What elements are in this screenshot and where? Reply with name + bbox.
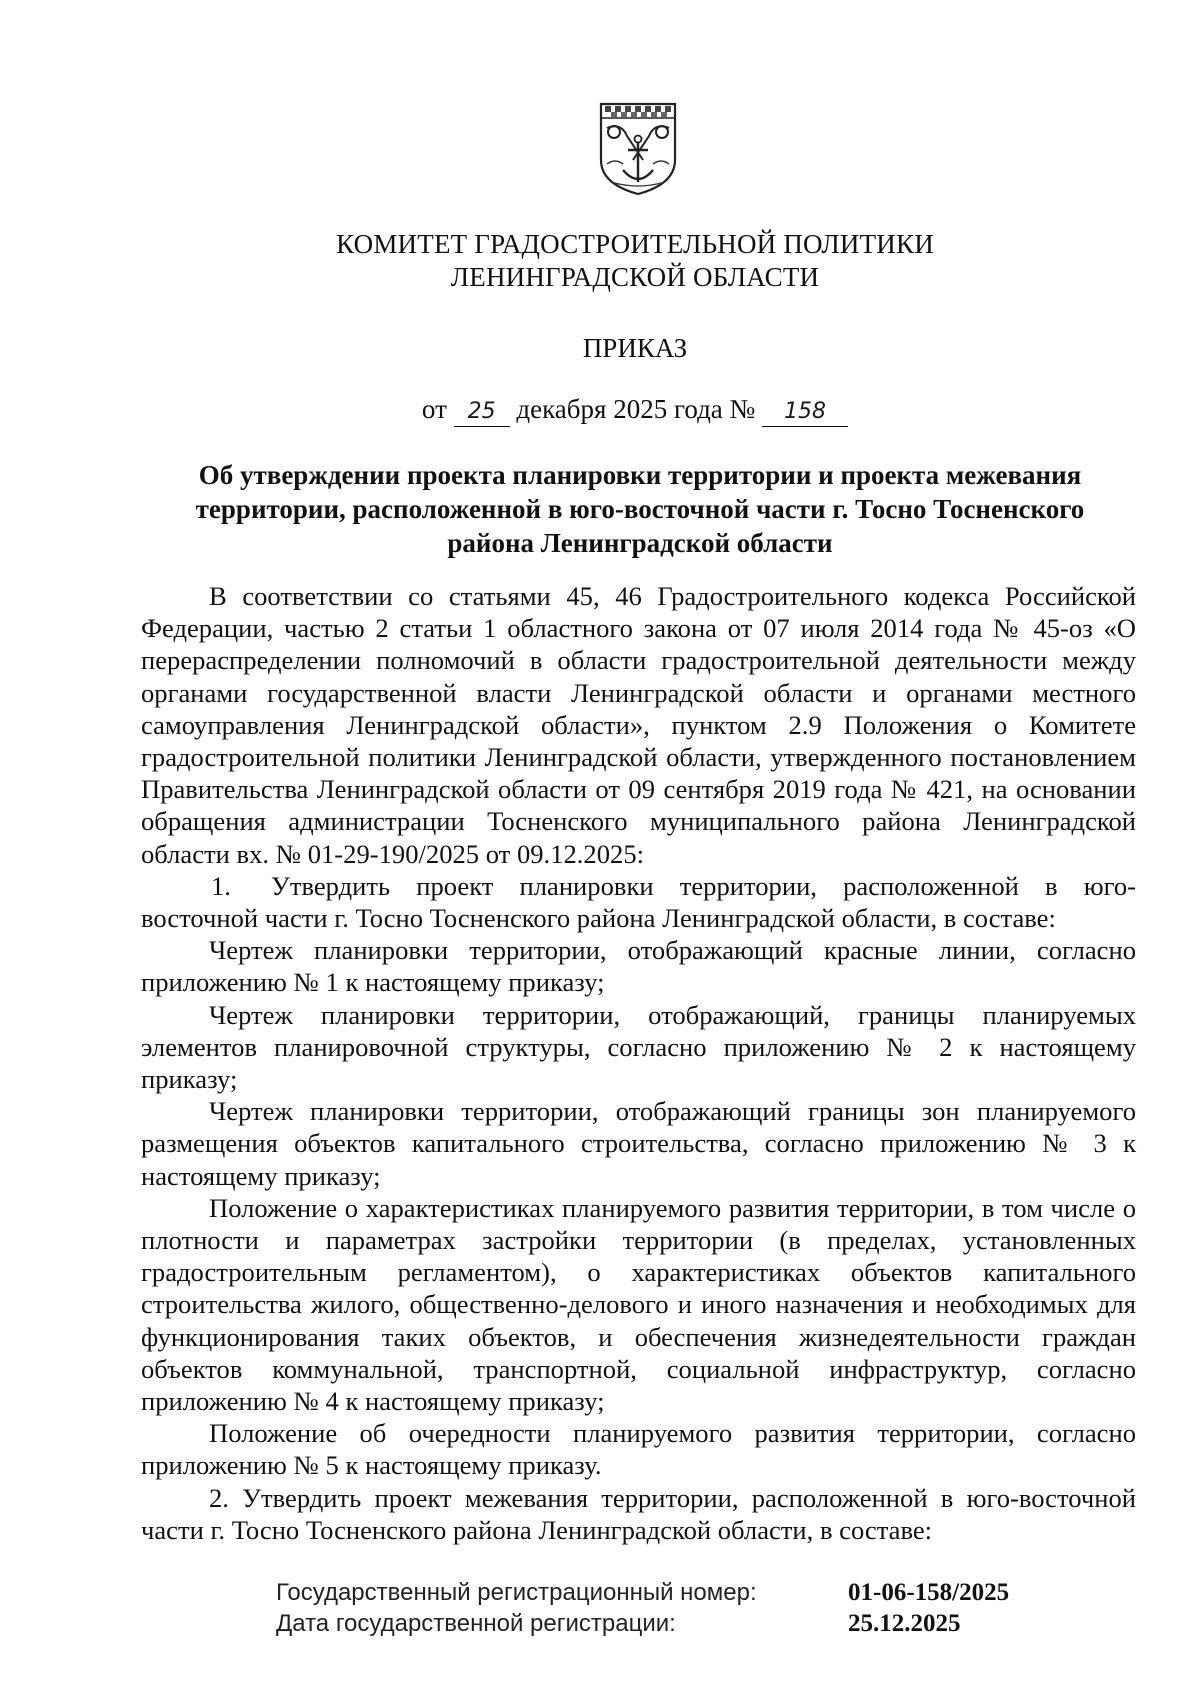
item-2-paragraph: 2. Утвердить проект межевания территории, расположенной в юго-восточной части г. Тосно Тосненского района Ленинградской области, в составе:: [141, 1482, 1136, 1545]
registration-date-label: Дата государственной регистрации:: [276, 1610, 676, 1637]
organization-line-2: ЛЕНИНГРАДСКОЙ ОБЛАСТИ: [450, 262, 820, 292]
date-prefix: от: [421, 394, 447, 424]
item-1-sub-1: Чертеж планировки территории, отображающий красные линии, согласно приложению № 1 к настоящему приказу;: [141, 935, 1136, 998]
document-body: [141, 580, 1136, 1546]
registration-number-value: 01-06-158/2025: [848, 1579, 1010, 1606]
registration-number-label: Государственный регистрационный номер:: [276, 1579, 757, 1606]
organization-line-1: КОМИТЕТ ГРАДОСТРОИТЕЛЬНОЙ ПОЛИТИКИ: [336, 229, 934, 259]
item-1-sub-2: Чертеж планировки территории, отображающий, границы планируемых элементов планировочной структуры, согласно приложению № 2 к настоящему приказу;: [141, 999, 1136, 1095]
document-type: ПРИКАЗ: [582, 333, 688, 363]
preamble-paragraph: В соответствии со статьями 45, 46 Градостроительного кодекса Российской Федерации, частью 2 статьи 1 областного закона от 07 июля 2014 года № 45-оз «О перераспределении полномочий в области градостроительной деятельности между органами государственной власти Ленинградской области и органами местного самоуправления Ленинградской области», пунктом 2.9 Положения о Комитете градостроительной политики Ленинградской области, утвержденного постановлением Правительства Ленинградской области от 09 сентября 2019 года № 421, на основании обращения администрации Тосненского муниципального района Ленинградской области вх. № 01-29-190/2025 от 09.12.2025:: [141, 581, 1136, 869]
item-1-sub-4: Положение о характеристиках планируемого развития территории, в том числе о плотности и параметрах застройки территории (в пределах, установленных градостроительным регламентом), о характеристиках объектов капитального строительства жилого, общественно-делового и иного назначения и необходимых для функционирования таких объектов, и обеспечения жизнедеятельности граждан объектов коммунальной, транспортной, социальной инфраструктур, согласно приложению № 4 к настоящему приказу;: [141, 1192, 1136, 1417]
handwritten-day: 25: [454, 398, 510, 427]
item-1-paragraph: [141, 870, 1136, 934]
handwritten-number: 158: [762, 398, 848, 427]
registration-date-value: 25.12.2025: [848, 1610, 961, 1637]
registration-date-row: [276, 1608, 1009, 1639]
item-1-sub-3: Чертеж планировки территории, отображающий границы зон планируемого размещения объектов капитального строительства, согласно приложению № 3 к настоящему приказу;: [141, 1096, 1136, 1191]
coat-of-arms-icon: [597, 98, 679, 198]
organization-name: [0, 228, 1200, 294]
subject-line-2: территории, расположенной в юго-восточной части г. Тосно Тосненского: [195, 494, 1085, 524]
date-rest: декабря 2025 года №: [516, 394, 756, 424]
subject-line-1: Об утверждении проекта планировки территории и проекта межевания: [198, 460, 1082, 490]
registration-stamp: [276, 1577, 1009, 1639]
item-1-text: Утвердить проект планировки территории, расположенной в юго-восточной части г. Тосно Тосненского района Ленинградской области, в составе:: [141, 870, 1136, 934]
item-1-sub-5: Положение об очередности планируемого развития территории, согласно приложению № 5 к настоящему приказу.: [141, 1418, 1136, 1481]
item-1-number: 1.: [211, 870, 231, 901]
subject-line-3: района Ленинградской области: [447, 528, 833, 558]
document-date-line: [0, 393, 1200, 427]
document-subject: [150, 458, 1130, 560]
registration-number-row: [276, 1577, 1009, 1608]
